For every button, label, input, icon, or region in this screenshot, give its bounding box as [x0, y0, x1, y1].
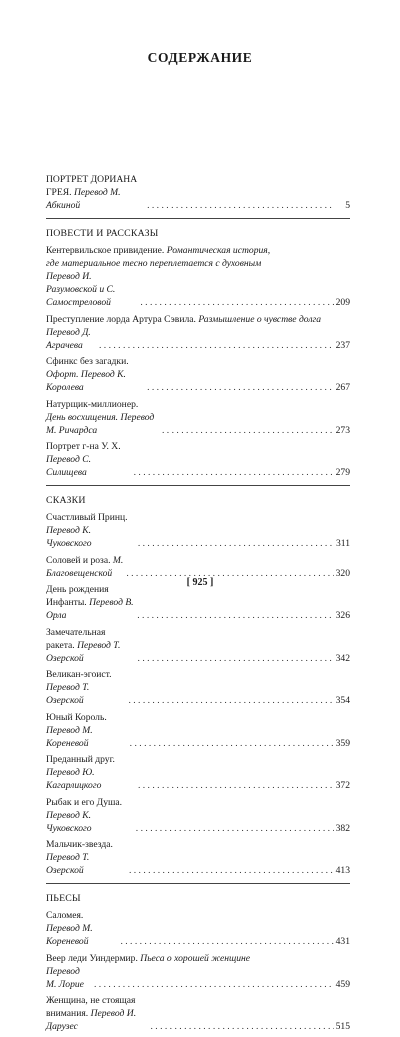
entry-title: Преступление лорда Артура Сэвила. [46, 313, 196, 325]
entry-translator: Офорт. Перевод К. Королева [46, 369, 126, 393]
toc-entry [46, 583, 350, 622]
leader-dots [138, 652, 334, 665]
entry-title: Соловей и роза. [46, 554, 111, 566]
toc-entry [46, 554, 350, 580]
leader-dots [94, 978, 334, 991]
entry-title: Великан-эгоист. [46, 669, 112, 680]
toc-entry [46, 668, 350, 707]
entry-page: 459 [335, 978, 350, 990]
leader-dots [162, 424, 334, 437]
leader-dots [147, 381, 334, 394]
toc-entry-lord-arthur [46, 313, 350, 352]
entry-page: 413 [335, 865, 350, 876]
entry-title: Мальчик-звезда. [46, 839, 113, 850]
entry-title: Натурщик-миллионер. [46, 398, 139, 410]
entry-translator: Перевод М. Кореневой [46, 724, 93, 749]
entry-page: 5 [345, 200, 350, 211]
entry-page: 311 [335, 538, 350, 549]
entry-translator: Перевод К. Чуковского [46, 809, 92, 834]
entry-title: Счастливый Принц. [46, 512, 128, 523]
section-heading-fairy-tales: СКАЗКИ [46, 495, 86, 506]
entry-translator: Перевод Т. Озерской [46, 639, 121, 664]
entry-page: 320 [335, 567, 350, 579]
entry-translator: Перевод Д. Аграчева [46, 326, 91, 351]
entry-subtitle: Романтическая история, [166, 245, 271, 256]
entry-page: 354 [335, 695, 350, 706]
entry-page: 326 [335, 610, 350, 621]
entry-page: 382 [335, 822, 350, 834]
toc-entry-salome [46, 909, 350, 948]
toc-entry-sphinx [46, 355, 350, 394]
page-title: СОДЕРЖАНИЕ [147, 50, 253, 65]
entry-translator: Перевод К. Чуковского [46, 525, 92, 549]
leader-dots [120, 935, 333, 948]
toc-entry-dorian-gray [46, 173, 350, 212]
entry-page: 359 [335, 737, 350, 749]
leader-dots [134, 466, 334, 479]
entry-title: Веер леди Уиндермир. [46, 952, 138, 964]
toc-entry [46, 511, 350, 550]
toc-entry-canterville [46, 244, 350, 309]
leader-dots [140, 296, 333, 309]
entry-title: День рождения Инфанты. [46, 584, 109, 608]
section-heading-stories: ПОВЕСТИ И РАССКАЗЫ [46, 228, 159, 239]
entry-title: Преданный друг. [46, 754, 115, 765]
page-number: [ 925 ] [186, 577, 214, 588]
toc-entry [46, 796, 350, 835]
divider [46, 883, 350, 884]
entry-title: Саломея. [46, 910, 84, 921]
entry-translator: Перевод М. Кореневой [46, 923, 93, 947]
entry-translator: Перевод Т. Озерской [46, 852, 90, 876]
fairy-tales-list [46, 511, 350, 877]
leader-dots [137, 609, 333, 622]
entry-translator: Перевод М. Лорие [46, 965, 84, 990]
toc-entry-model-millionaire [46, 398, 350, 437]
toc-entry-lady-windermere [46, 952, 350, 991]
entry-subtitle-line2: где материальное тесно переплетается с духовным [46, 258, 262, 269]
entry-translator: М. Благовещенской [46, 554, 124, 579]
entry-translator: Перевод И. Разумовской и С. Самостреловой [46, 271, 116, 308]
toc-entry [46, 711, 350, 750]
entry-page: 342 [335, 652, 350, 664]
entry-page: 515 [335, 1021, 350, 1032]
entry-translator: Перевод И. Дарузес [46, 1008, 137, 1032]
entry-title: Рыбак и его Душа. [46, 796, 123, 808]
entry-translator: Перевод Т. Озерской [46, 682, 90, 706]
leader-dots [147, 199, 334, 212]
entry-translator: Перевод С. Силищева [46, 454, 91, 478]
entry-title: Женщина, не стоящая внимания. [46, 995, 136, 1019]
entry-title: Замечательная ракета. [46, 626, 106, 651]
section-heading-plays: ПЬЕСЫ [46, 893, 81, 904]
toc-entry [46, 626, 350, 665]
leader-dots [138, 779, 334, 792]
entry-title: Сфинкс без загадки. [46, 356, 129, 367]
entry-title: Кентервильское привидение. [46, 245, 165, 256]
entry-translator: Перевод В. Орла [46, 597, 134, 621]
entry-page: 273 [335, 424, 350, 436]
leader-dots [128, 694, 333, 707]
leader-dots [138, 537, 334, 550]
leader-dots [150, 1020, 333, 1033]
entry-title: ПОРТРЕТ ДОРИАНА ГРЕЯ. [46, 174, 138, 198]
leader-dots [99, 339, 334, 352]
entry-translator: День восхищения. Перевод М. Ричардса [46, 411, 155, 436]
entry-page: 209 [335, 297, 350, 308]
entry-page: 267 [335, 382, 350, 393]
entry-title: Юный Король. [46, 711, 107, 723]
entry-translator: Перевод М. Абкиной [46, 187, 121, 211]
toc-entry [46, 838, 350, 877]
toc-entry-mr-wh [46, 440, 350, 479]
leader-dots [136, 822, 334, 835]
entry-subtitle: Размышление о чувстве долга [198, 313, 322, 325]
toc-entry-woman-of-no-importance [46, 994, 350, 1033]
entry-page: 237 [335, 339, 350, 351]
entry-page: 372 [335, 780, 350, 791]
toc-entry [46, 753, 350, 792]
entry-translator: Перевод Ю. Кагарлицкого [46, 767, 102, 791]
entry-page: 431 [335, 936, 350, 947]
toc-top-block [46, 173, 350, 1037]
leader-dots [130, 737, 334, 750]
leader-dots [129, 864, 334, 877]
entry-title: Портрет г-на У. Х. [46, 441, 121, 452]
entry-page: 279 [335, 467, 350, 478]
divider [46, 485, 350, 486]
entry-subtitle: Пьеса о хорошей женщине [140, 952, 251, 964]
divider [46, 218, 350, 219]
